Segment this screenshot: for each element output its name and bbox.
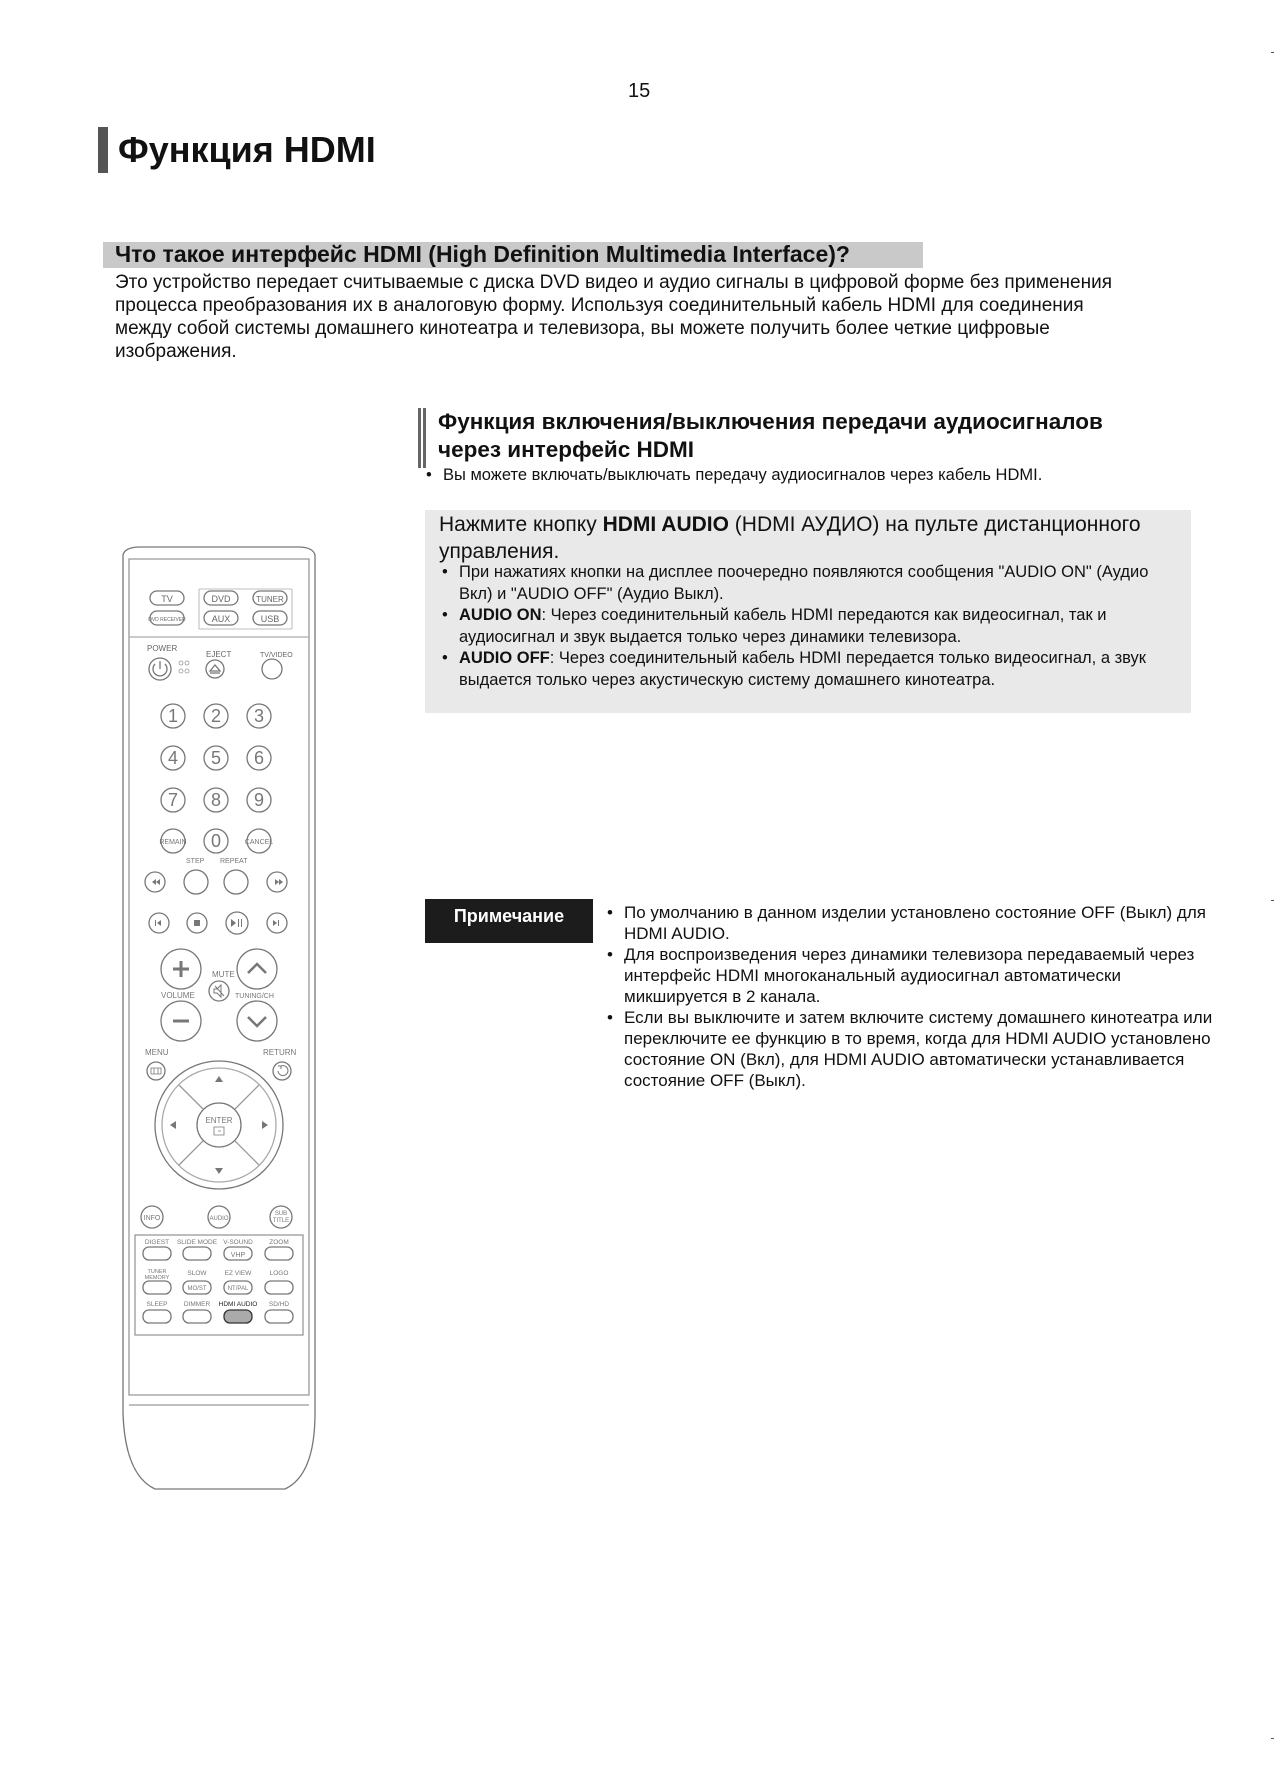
digest-label: DIGEST (144, 1239, 170, 1246)
aux-label: AUX (211, 614, 231, 624)
note-label: Примечание (425, 899, 593, 943)
subtitle-label: SUB (274, 1211, 288, 1217)
digit-label: 2 (210, 706, 222, 726)
volume-label: VOLUME (161, 991, 195, 1000)
remote-control-illustration (115, 545, 325, 1495)
eject-button (206, 660, 224, 678)
logo-button (265, 1281, 293, 1294)
function-panel (135, 1235, 303, 1335)
intro-paragraph (115, 271, 1195, 363)
tuner-memory-button (143, 1281, 171, 1294)
cancel-label: CANCEL (244, 839, 274, 846)
intro-line: процесса преобразования их в аналоговую форму. Используя соединительный кабель HDMI для соединения (115, 295, 1084, 316)
usb-label: USB (260, 614, 280, 624)
intro-line: Это устройство передает считываемые с диска DVD видео и аудио сигналы в цифровой форме без применения (115, 272, 1112, 293)
slide-mode-button (183, 1247, 211, 1260)
margin-tick (1271, 900, 1274, 901)
zoom-label: ZOOM (269, 1239, 289, 1246)
enter-button (197, 1103, 241, 1147)
menu-button (147, 1062, 165, 1080)
eject-label: EJECT (206, 650, 232, 659)
margin-tick (1271, 52, 1274, 53)
note-item: • Для воспроизведения через динамики телевизора передаваемый через интерфейс HDMI многоканальный аудиосигнал автоматически микшируется в 2 канала. (605, 944, 1215, 1007)
rewind-icon (152, 879, 160, 885)
sleep-label: SLEEP (146, 1301, 168, 1308)
tuner-memory-label: MEMORY (144, 1275, 170, 1281)
hdmi-audio-label: HDMI AUDIO (218, 1301, 258, 1308)
tv-video-label: TV/VIDEO (260, 652, 293, 659)
dimmer-label: DIMMER (183, 1301, 211, 1308)
intro-line: между собой системы домашнего кинотеатра и телевизора, вы можете получить более четкие цифровые (115, 318, 1050, 339)
arrow-up-icon (215, 1076, 223, 1082)
hdmi-audio-button (224, 1310, 252, 1323)
digit-label: 4 (167, 748, 179, 768)
subsection-title-line: через интерфейс HDMI (438, 437, 694, 462)
subsection-bullet-text: • Вы можете включать/выключать передачу аудиосигналов через кабель HDMI. (424, 466, 1042, 485)
list-item (440, 605, 1180, 648)
hdmi-audio-button-name: HDMI AUDIO (602, 513, 729, 536)
digit-label: 6 (253, 748, 265, 768)
list-item (440, 648, 1180, 691)
repeat-label: REPEAT (220, 858, 248, 865)
nt-pal-label: NT/PAL (227, 1286, 249, 1292)
mute-icon (214, 985, 224, 997)
step-label: STEP (186, 858, 205, 865)
section-heading-bar (103, 242, 923, 268)
digit-label: 7 (167, 790, 179, 810)
list-item-text: При нажатиях кнопки на дисплее поочередно появляются сообщения "AUDIO ON" (Аудио Вкл) и "AUDIO OFF" (Аудио Выкл). (459, 563, 1149, 603)
skip-forward-icon (273, 920, 279, 926)
menu-icon (151, 1068, 161, 1074)
digit-label: 3 (253, 706, 265, 726)
play-pause-icon (231, 919, 242, 927)
note-list (605, 902, 1215, 1091)
list-item-text: : Через соединительный кабель HDMI передаются как видеосигнал, так и аудиосигнал и звук выдается только через динамики телевизора. (459, 606, 1107, 646)
page-number: 15 (628, 80, 651, 102)
step-button (184, 870, 208, 894)
mo-st-label: MO/ST (187, 1286, 207, 1292)
fast-forward-icon (275, 879, 283, 885)
note-item: • По умолчанию в данном изделии установлено состояние OFF (Выкл) для HDMI AUDIO. (605, 902, 1215, 944)
info-label: INFO (143, 1215, 161, 1222)
enter-icon (214, 1127, 224, 1135)
subtitle-button (270, 1206, 292, 1228)
instruction-heading (439, 511, 1189, 565)
tuning-down-button (237, 1001, 277, 1041)
skip-back-icon (155, 920, 161, 926)
sleep-button (143, 1310, 171, 1323)
tv-video-button (262, 659, 282, 679)
list-item (440, 562, 1180, 605)
menu-label: MENU (145, 1048, 169, 1057)
section-heading: Что такое интерфейс HDMI (High Definition Multimedia Interface)? (115, 241, 850, 267)
digit-label: 0 (210, 831, 222, 851)
tuner-memory-label: TUNER (147, 1269, 167, 1275)
digit-label: 8 (210, 790, 222, 810)
digest-button (143, 1247, 171, 1260)
tv-label: TV (161, 594, 173, 604)
page-title: Функция HDMI (118, 129, 376, 170)
margin-tick (1271, 1738, 1274, 1739)
tuner-label: TUNER (256, 595, 284, 604)
enter-label: ENTER (205, 1116, 233, 1125)
tuning-up-button (237, 949, 277, 989)
v-sound-label: V-SOUND (223, 1239, 253, 1246)
vhp-label: VHP (230, 1252, 246, 1259)
title-accent-bar (98, 127, 108, 173)
arrow-left-icon (170, 1121, 176, 1129)
stop-icon (194, 920, 200, 926)
digit-label: 9 (253, 790, 265, 810)
subsection-title-line: Функция включения/выключения передачи аудиосигналов (438, 409, 1103, 434)
subsection-bullet (424, 466, 1042, 485)
play-pause-button (226, 912, 248, 934)
sd-hd-label: SD/HD (268, 1301, 290, 1308)
list-item-bold: AUDIO OFF (459, 649, 550, 667)
chevron-down-icon (248, 1017, 266, 1026)
instruction-line2: управления. (439, 540, 560, 563)
dvd-label: DVD (211, 594, 231, 604)
chevron-up-icon (248, 964, 266, 973)
slide-mode-label: SLIDE MODE (176, 1239, 218, 1246)
list-item-bold: AUDIO ON (459, 606, 542, 624)
zoom-button (265, 1247, 293, 1260)
remote-body (123, 547, 315, 1489)
slow-label: SLOW (187, 1270, 207, 1277)
list-item-text: : Через соединительный кабель HDMI передается только видеосигнал, а звук выдается только через акустическую систему домашнего кинотеатра. (459, 649, 1147, 689)
arrow-right-icon (262, 1121, 268, 1129)
note-item: • Если вы выключите и затем включите систему домашнего кинотеатра или переключите ее функцию в то время, когда для HDMI AUDIO установлено состояние ON (Вкл), для HDMI AUDIO автоматически устанавливается состояние OFF (Выкл). (605, 1007, 1215, 1091)
instruction-suffix: (HDMI АУДИО) на пульте дистанционного (728, 513, 1141, 536)
return-label: RETURN (263, 1048, 297, 1057)
eject-icon (210, 665, 220, 673)
subtitle-label: TITLE (272, 1218, 290, 1224)
mute-label: MUTE (212, 970, 235, 979)
tuning-label: TUNING/CH (235, 993, 274, 1000)
audio-label: AUDIO (209, 1216, 229, 1222)
digit-label: 5 (210, 748, 222, 768)
arrow-down-icon (215, 1168, 223, 1174)
instruction-bullets (440, 562, 1180, 691)
instruction-prefix: Нажмите кнопку (439, 513, 603, 536)
subsection-title (438, 408, 1198, 464)
digit-label: 1 (167, 706, 179, 726)
dimmer-button (183, 1310, 211, 1323)
dvd-receiver-label: DVD RECEIVER (148, 617, 186, 623)
power-icon (153, 661, 167, 676)
plus-icon (173, 961, 189, 977)
logo-label: LOGO (269, 1270, 289, 1277)
remain-label: REMAIN (159, 839, 187, 846)
subsection-accent-bars (418, 408, 428, 468)
intro-line: изображения. (115, 341, 237, 362)
sd-hd-button (265, 1310, 293, 1323)
ez-view-label: EZ VIEW (224, 1270, 252, 1277)
power-label: POWER (147, 644, 178, 653)
repeat-button (224, 870, 248, 894)
return-icon (278, 1066, 288, 1076)
